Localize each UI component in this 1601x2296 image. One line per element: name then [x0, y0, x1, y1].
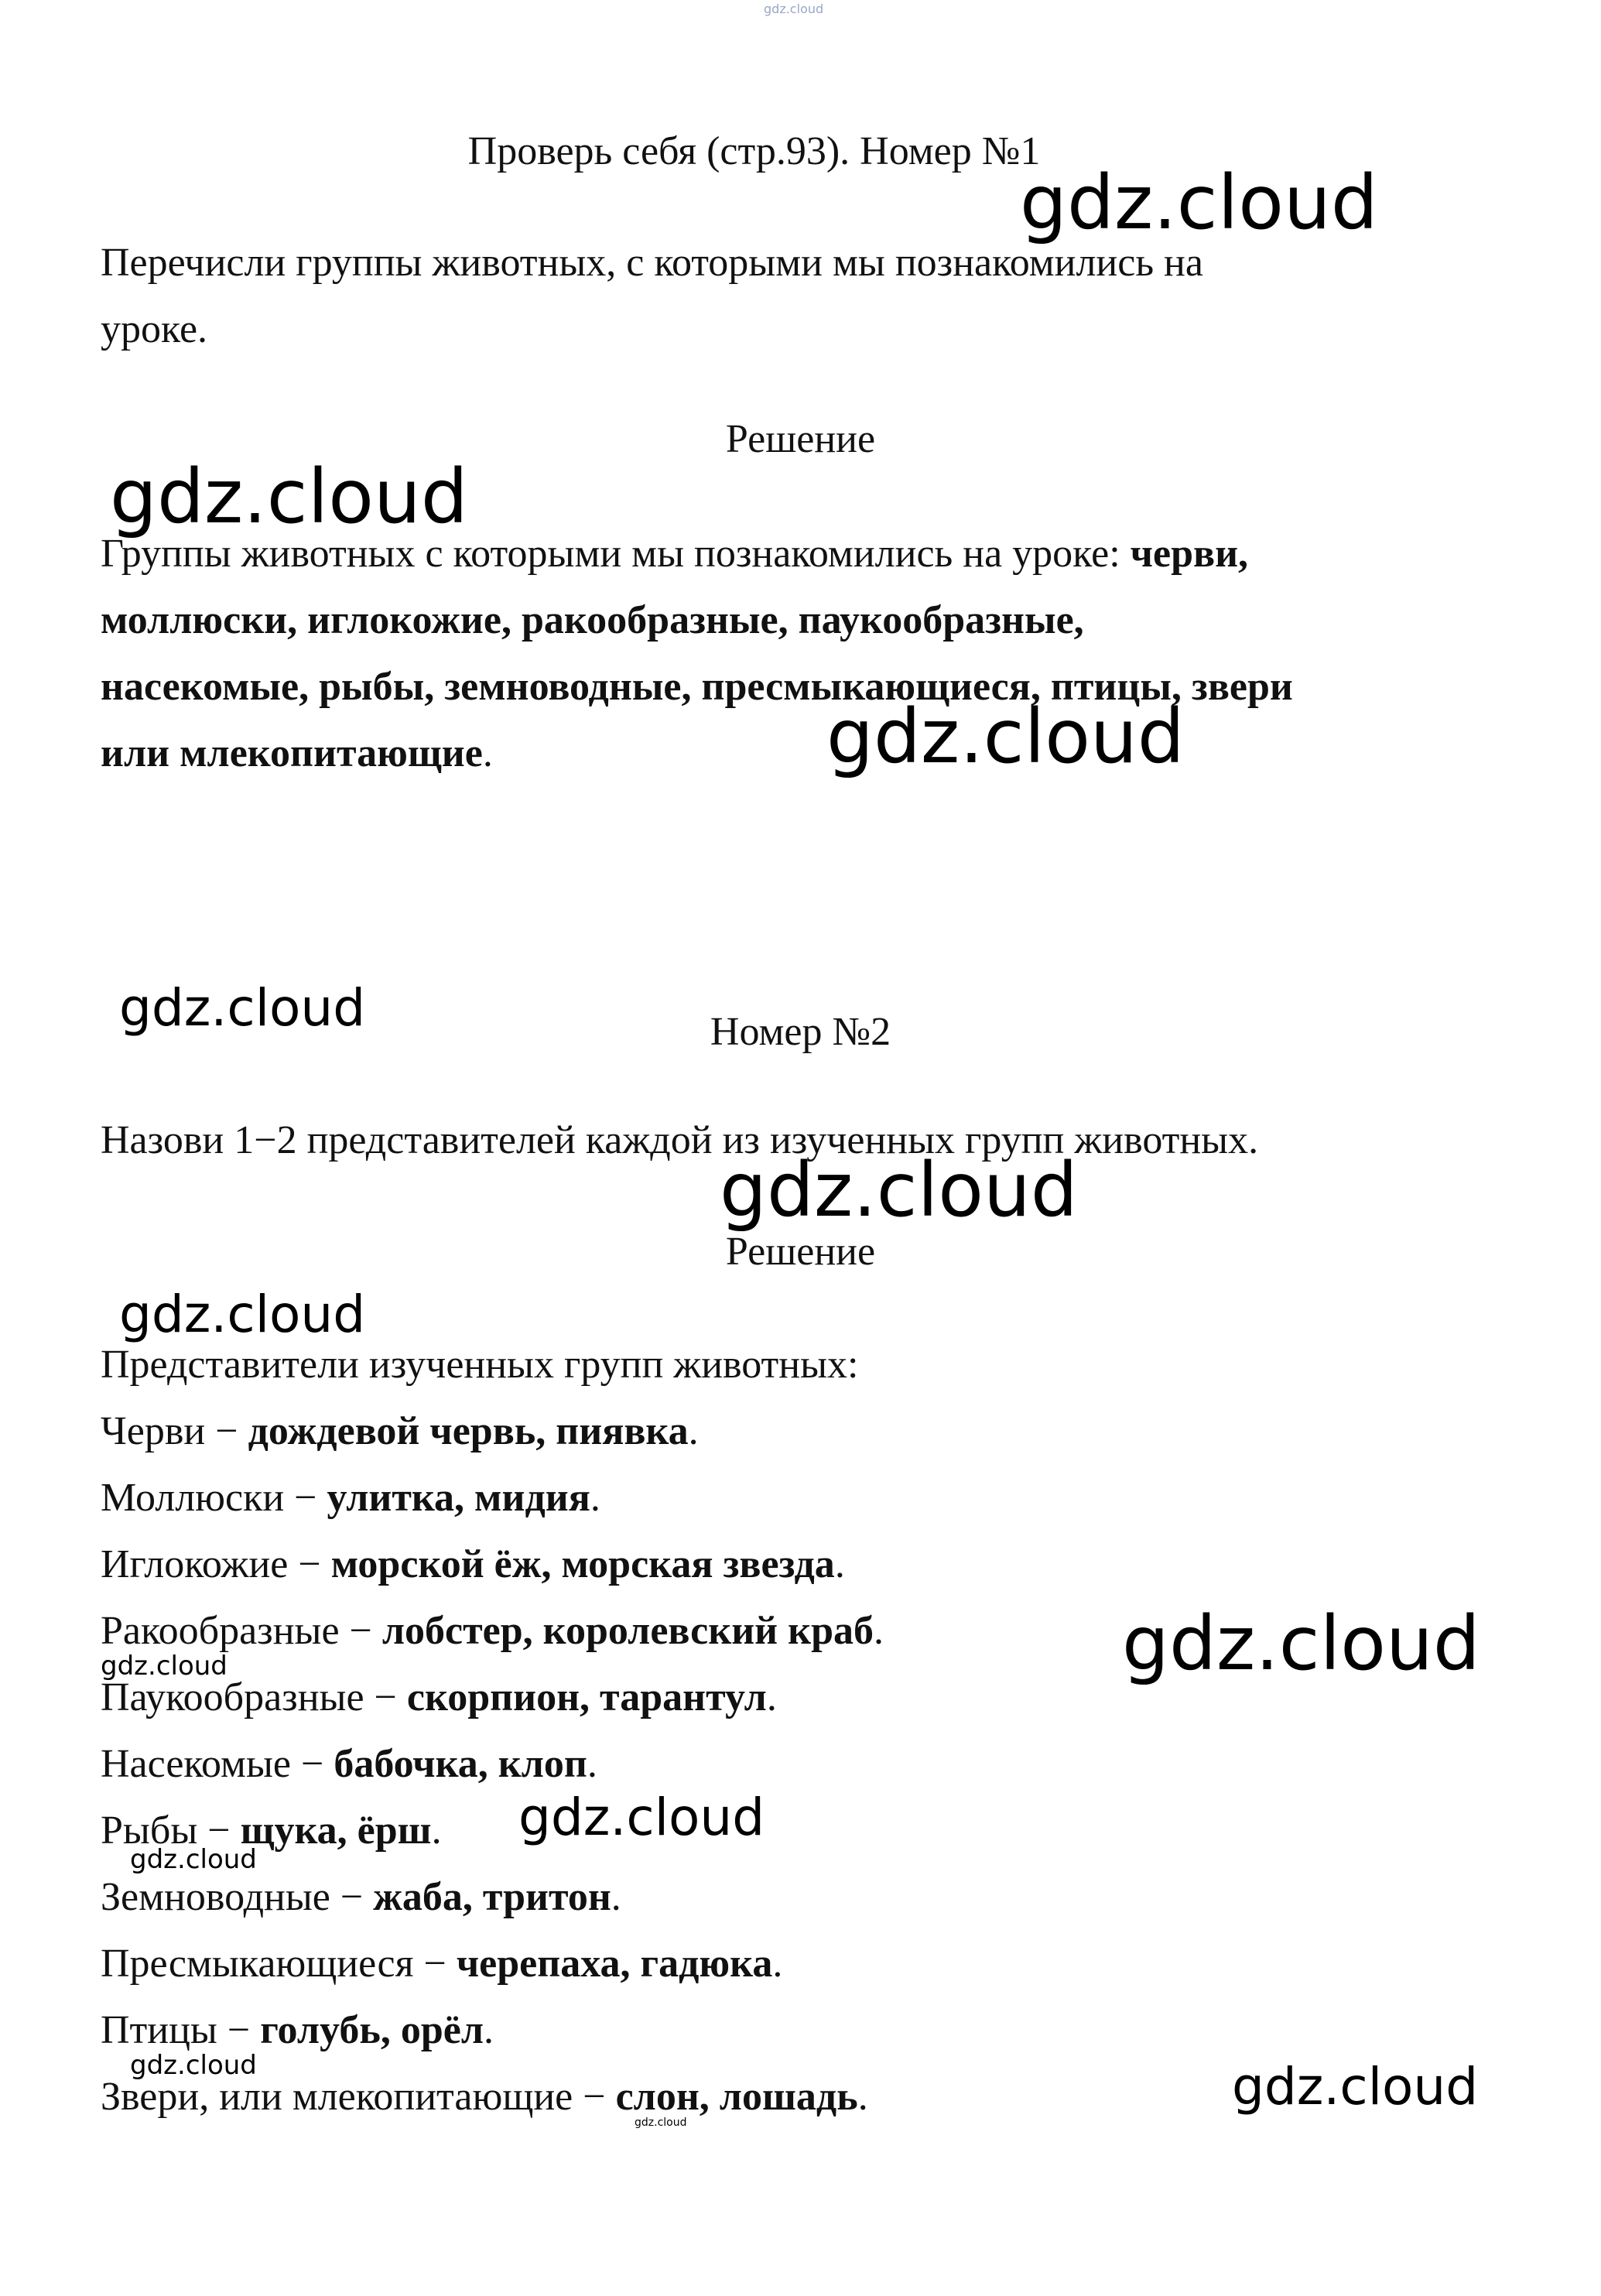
answer-bold-3: насекомые, рыбы, земноводные, пресмыкающиеся, птицы, звери	[101, 665, 1293, 709]
answer-intro: Группы животных с которыми мы познакомились на уроке:	[101, 532, 1131, 576]
task1-solution-label: Решение	[725, 417, 876, 461]
watermark: gdz.cloud	[635, 2116, 687, 2129]
item-end: .	[587, 1742, 597, 1786]
task1-question-line2: уроке.	[101, 307, 208, 351]
item-end: .	[431, 1808, 442, 1853]
item-end: .	[874, 1609, 884, 1653]
answer-end: .	[482, 731, 493, 775]
item-group: Птицы −	[101, 2008, 261, 2052]
item-examples: жаба, тритон	[373, 1875, 611, 1919]
watermark: gdz.cloud	[130, 2050, 257, 2081]
item-end: .	[611, 1875, 621, 1919]
item-group: Паукообразные −	[101, 1675, 407, 1719]
item-group: Рыбы −	[101, 1808, 241, 1853]
item-examples: скорпион, тарантул	[406, 1675, 767, 1719]
item-examples: черепаха, гадюка	[456, 1942, 773, 1986]
list-item	[101, 1542, 845, 1586]
item-group: Звери, или млекопитающие −	[101, 2075, 616, 2119]
item-group: Иглокожие −	[101, 1542, 331, 1586]
answer-bold-2: моллюски, иглокожие, ракообразные, паукообразные,	[101, 598, 1084, 642]
task2-solution-label: Решение	[725, 1230, 876, 1274]
item-group: Пресмыкающиеся −	[101, 1942, 457, 1986]
item-end: .	[772, 1942, 783, 1986]
list-item	[101, 1944, 782, 1984]
item-examples: слон, лошадь	[615, 2075, 858, 2119]
task2-title: Номер №2	[710, 1010, 891, 1054]
watermark: gdz.cloud	[119, 978, 366, 1038]
item-group: Черви −	[101, 1409, 248, 1453]
watermark: gdz.cloud	[1020, 159, 1378, 246]
task1-answer-line4	[101, 731, 493, 775]
item-end: .	[484, 2008, 494, 2052]
top-watermark: gdz.cloud	[764, 2, 824, 16]
task2-intro: Представители изученных групп животных:	[101, 1343, 859, 1387]
item-group: Ракообразные −	[101, 1609, 382, 1653]
task1-title: Проверь себя (стр.93). Номер №1	[467, 129, 1041, 173]
answer-bold-4: или млекопитающие	[101, 731, 483, 775]
list-item	[101, 1611, 884, 1651]
watermark: gdz.cloud	[1122, 1600, 1480, 1687]
watermark: gdz.cloud	[1232, 2057, 1479, 2116]
item-end: .	[857, 2075, 868, 2119]
watermark: gdz.cloud	[130, 1844, 257, 1875]
item-examples: голубь, орёл	[260, 2008, 484, 2052]
task2-question: Назови 1−2 представителей каждой из изученных групп животных.	[101, 1118, 1259, 1162]
list-item	[101, 1411, 699, 1452]
item-examples: лобстер, королевский краб	[381, 1609, 874, 1653]
list-item	[101, 1744, 597, 1784]
task1-answer-line2	[101, 598, 1084, 642]
item-examples: улитка, мидия	[327, 1476, 590, 1520]
list-item	[101, 1675, 777, 1719]
list-item	[101, 2077, 868, 2117]
watermark: gdz.cloud	[720, 1147, 1078, 1234]
item-examples: бабочка, клоп	[334, 1742, 587, 1786]
item-group: Насекомые −	[101, 1742, 334, 1786]
item-group: Моллюски −	[101, 1476, 327, 1520]
item-examples: морской ёж, морская звезда	[330, 1542, 835, 1586]
watermark: gdz.cloud	[110, 453, 468, 540]
list-item	[101, 2010, 494, 2051]
item-end: .	[766, 1675, 777, 1719]
list-item	[101, 1478, 600, 1518]
watermark: gdz.cloud	[518, 1788, 765, 1847]
list-item	[101, 1877, 621, 1918]
item-end: .	[590, 1476, 600, 1520]
item-end: .	[688, 1409, 699, 1453]
watermark: gdz.cloud	[101, 1651, 227, 1682]
item-end: .	[834, 1542, 845, 1586]
answer-bold-1: черви,	[1130, 532, 1249, 576]
task1-question-line1: Перечисли группы животных, с которыми мы познакомились на	[101, 241, 1203, 285]
watermark: gdz.cloud	[119, 1285, 366, 1344]
item-examples: щука, ёрш	[240, 1808, 432, 1853]
watermark: gdz.cloud	[826, 693, 1185, 780]
item-group: Земноводные −	[101, 1875, 374, 1919]
item-examples: дождевой червь, пиявка	[248, 1409, 689, 1453]
